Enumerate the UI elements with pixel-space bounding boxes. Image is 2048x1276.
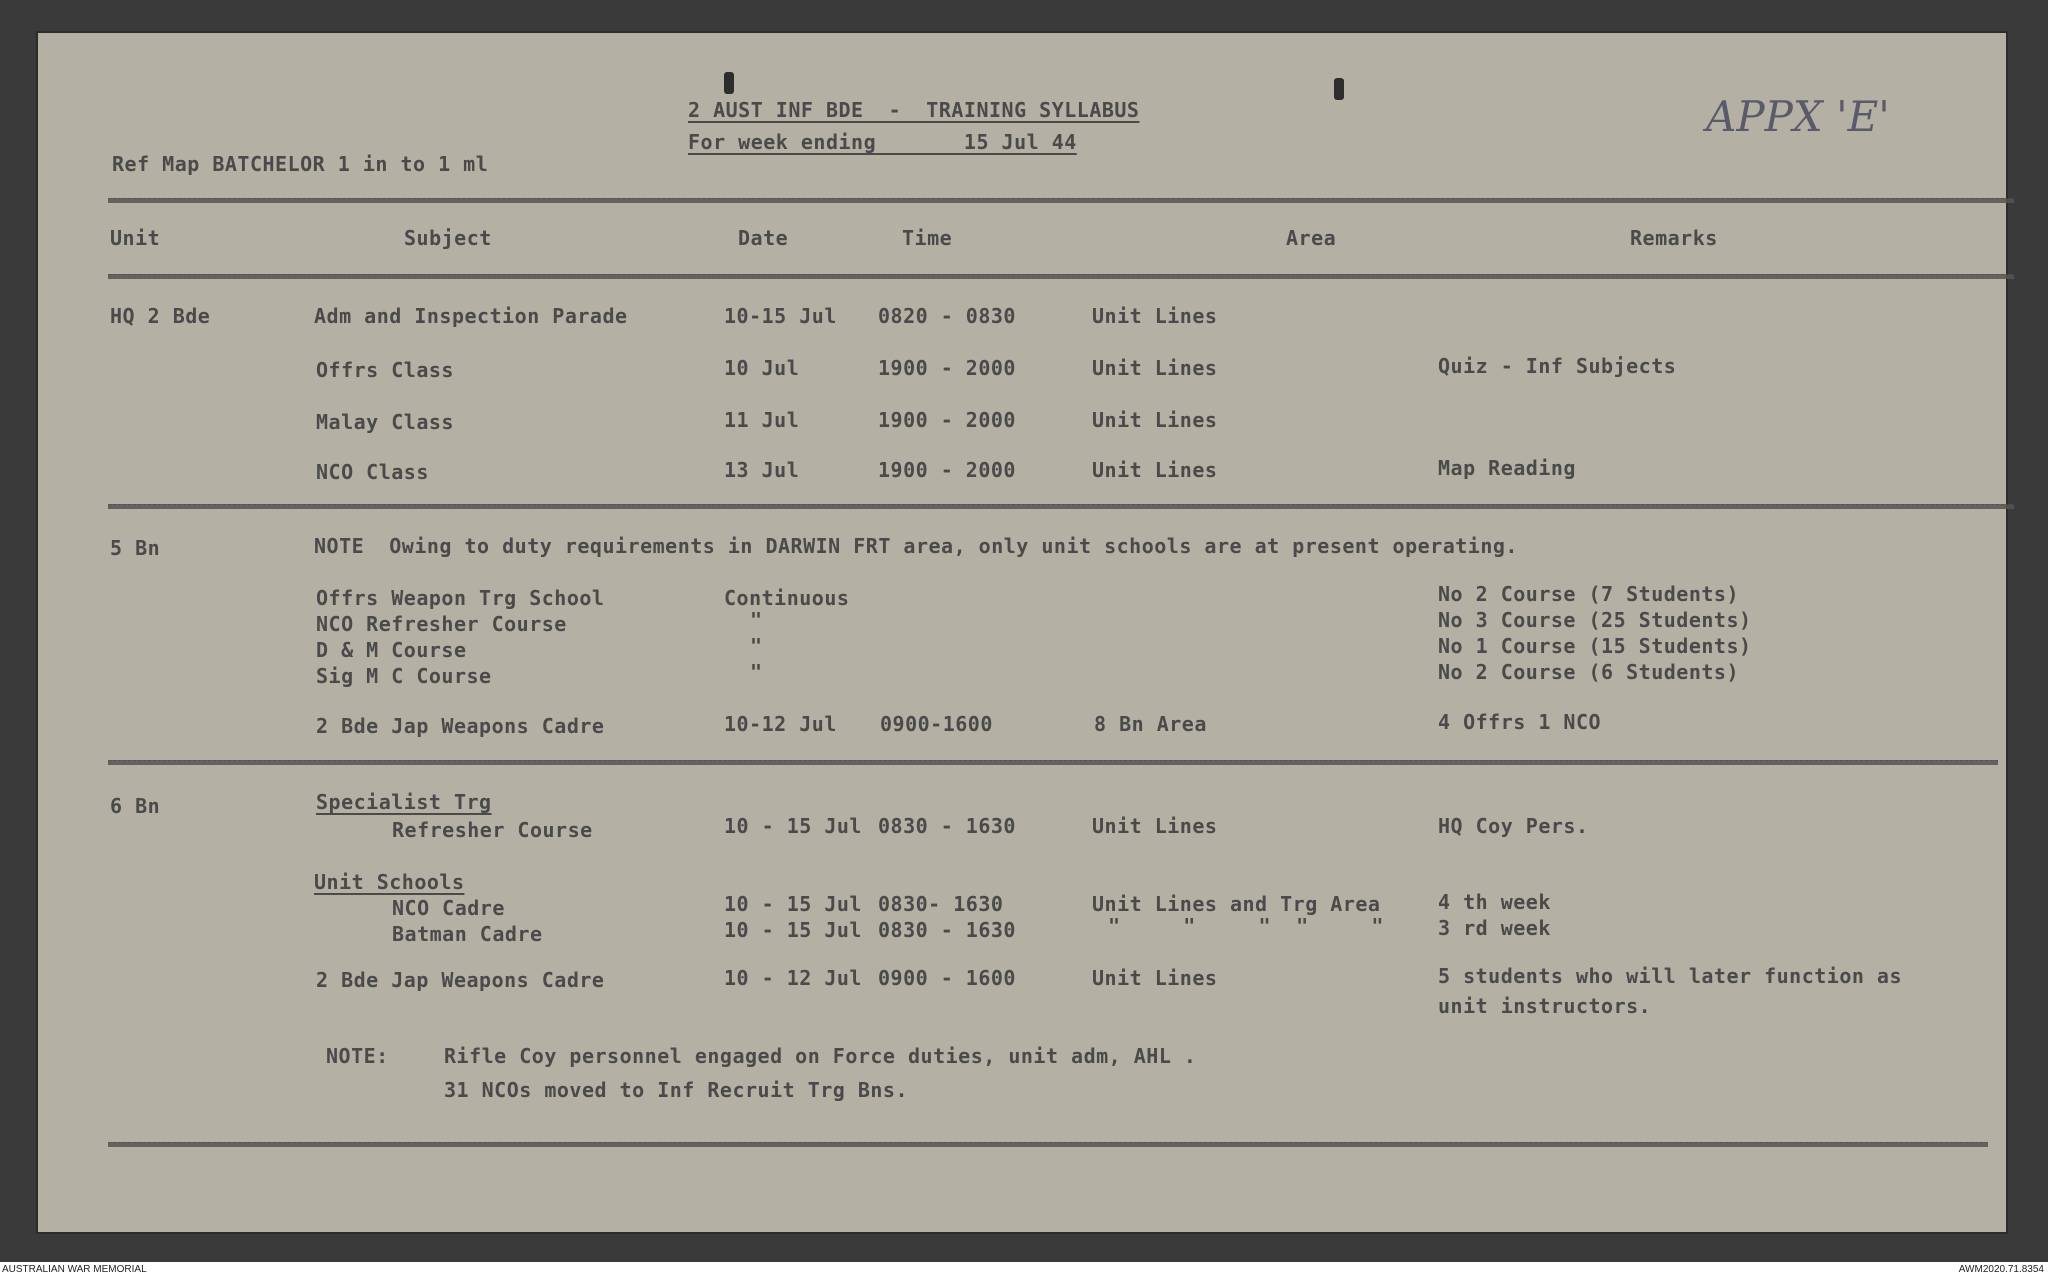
batman-time: 0830 - 1630 <box>878 918 1016 942</box>
table-row-subject: NCO Class <box>316 460 429 484</box>
school-subject: NCO Refresher Course <box>316 612 567 636</box>
batman-area: " " " " " <box>1108 914 1384 938</box>
table-row-area: Unit Lines <box>1092 458 1218 482</box>
note-line-1: Rifle Coy personnel engaged on Force duties, unit adm, AHL . <box>444 1044 1197 1068</box>
cadre6-area: Unit Lines <box>1092 966 1218 990</box>
divider-bottom <box>108 1142 1988 1147</box>
school-subject: D & M Course <box>316 638 467 662</box>
cadre-time: 0900-1600 <box>880 712 993 736</box>
cadre-date: 10-12 Jul <box>724 712 837 736</box>
nco-remarks: 4 th week <box>1438 890 1551 914</box>
school-date: " <box>750 660 763 684</box>
batman-subject: Batman Cadre <box>392 922 543 946</box>
col-time: Time <box>902 226 953 250</box>
refresher-date: 10 - 15 Jul <box>724 814 862 838</box>
school-remarks: No 2 Course (6 Students) <box>1438 660 1739 684</box>
cadre6-remarks-cont: unit instructors. <box>1438 994 1652 1018</box>
table-row-date: 13 Jul <box>724 458 800 482</box>
refresher-area: Unit Lines <box>1092 814 1218 838</box>
bn5-note: NOTE Owing to duty requirements in DARWIN FRT area, only unit schools are at present operating. <box>314 534 1518 558</box>
divider-5bn <box>108 760 1998 765</box>
table-row-time: 1900 - 2000 <box>878 408 1016 432</box>
nco-subject: NCO Cadre <box>392 896 505 920</box>
specialist-heading: Specialist Trg <box>316 790 492 814</box>
table-row-area: Unit Lines <box>1092 408 1218 432</box>
cadre-remarks: 4 Offrs 1 NCO <box>1438 710 1602 734</box>
table-row-date: 10 Jul <box>724 356 800 380</box>
cadre-area: 8 Bn Area <box>1094 712 1207 736</box>
appendix-annotation: APPX 'E' <box>1706 92 1890 141</box>
school-remarks: No 3 Course (25 Students) <box>1438 608 1752 632</box>
note-label: NOTE: <box>326 1044 389 1068</box>
nco-area: Unit Lines and Trg Area <box>1092 892 1381 916</box>
batman-date: 10 - 15 Jul <box>724 918 862 942</box>
nco-date: 10 - 15 Jul <box>724 892 862 916</box>
refresher-remarks: HQ Coy Pers. <box>1438 814 1589 838</box>
document-subtitle: For week ending 15 Jul 44 <box>688 130 1077 154</box>
batman-remarks: 3 rd week <box>1438 916 1551 940</box>
punch-hole-right <box>1334 78 1344 100</box>
cadre6-time: 0900 - 1600 <box>878 966 1016 990</box>
cadre6-date: 10 - 12 Jul <box>724 966 862 990</box>
table-row-area: Unit Lines <box>1092 356 1218 380</box>
school-remarks: No 2 Course (7 Students) <box>1438 582 1739 606</box>
unit-6bn: 6 Bn <box>110 794 161 818</box>
refresher-subject: Refresher Course <box>392 818 593 842</box>
col-remarks: Remarks <box>1630 226 1718 250</box>
divider-top <box>108 198 2014 203</box>
unit-hq: HQ 2 Bde <box>110 304 211 328</box>
footer-bar <box>0 1262 2048 1276</box>
col-subject: Subject <box>404 226 492 250</box>
table-row-subject: Offrs Class <box>316 358 454 382</box>
school-date: " <box>750 634 763 658</box>
table-row-subject: Malay Class <box>316 410 454 434</box>
table-row-time: 0820 - 0830 <box>878 304 1016 328</box>
table-row-subject: Adm and Inspection Parade <box>314 304 628 328</box>
school-remarks: No 1 Course (15 Students) <box>1438 634 1752 658</box>
nco-time: 0830- 1630 <box>878 892 1004 916</box>
col-date: Date <box>738 226 789 250</box>
refresher-time: 0830 - 1630 <box>878 814 1016 838</box>
punch-hole-left <box>724 72 734 94</box>
cadre6-subject: 2 Bde Jap Weapons Cadre <box>316 968 605 992</box>
table-row-date: 10-15 Jul <box>724 304 837 328</box>
cadre6-remarks: 5 students who will later function as <box>1438 964 1903 988</box>
col-area: Area <box>1286 226 1337 250</box>
table-row-date: 11 Jul <box>724 408 800 432</box>
table-row-time: 1900 - 2000 <box>878 356 1016 380</box>
footer-right: AWM2020.71.8354 <box>1958 1264 2044 1275</box>
footer-left: AUSTRALIAN WAR MEMORIAL <box>2 1264 147 1275</box>
table-row-area: Unit Lines <box>1092 304 1218 328</box>
divider-hq <box>108 504 2014 509</box>
table-row-time: 1900 - 2000 <box>878 458 1016 482</box>
ref-map: Ref Map BATCHELOR 1 in to 1 ml <box>112 152 489 176</box>
col-unit: Unit <box>110 226 161 250</box>
unit-schools-heading: Unit Schools <box>314 870 465 894</box>
note-line-2: 31 NCOs moved to Inf Recruit Trg Bns. <box>444 1078 909 1102</box>
school-date: " <box>750 608 763 632</box>
table-row-remarks: Map Reading <box>1438 456 1576 480</box>
document-title: 2 AUST INF BDE - TRAINING SYLLABUS <box>688 98 1140 122</box>
school-subject: Sig M C Course <box>316 664 492 688</box>
divider-header <box>108 274 2014 279</box>
table-row-remarks: Quiz - Inf Subjects <box>1438 354 1677 378</box>
cadre-subject: 2 Bde Jap Weapons Cadre <box>316 714 605 738</box>
school-subject: Offrs Weapon Trg School <box>316 586 605 610</box>
school-date: Continuous <box>724 586 850 610</box>
unit-5bn: 5 Bn <box>110 536 161 560</box>
